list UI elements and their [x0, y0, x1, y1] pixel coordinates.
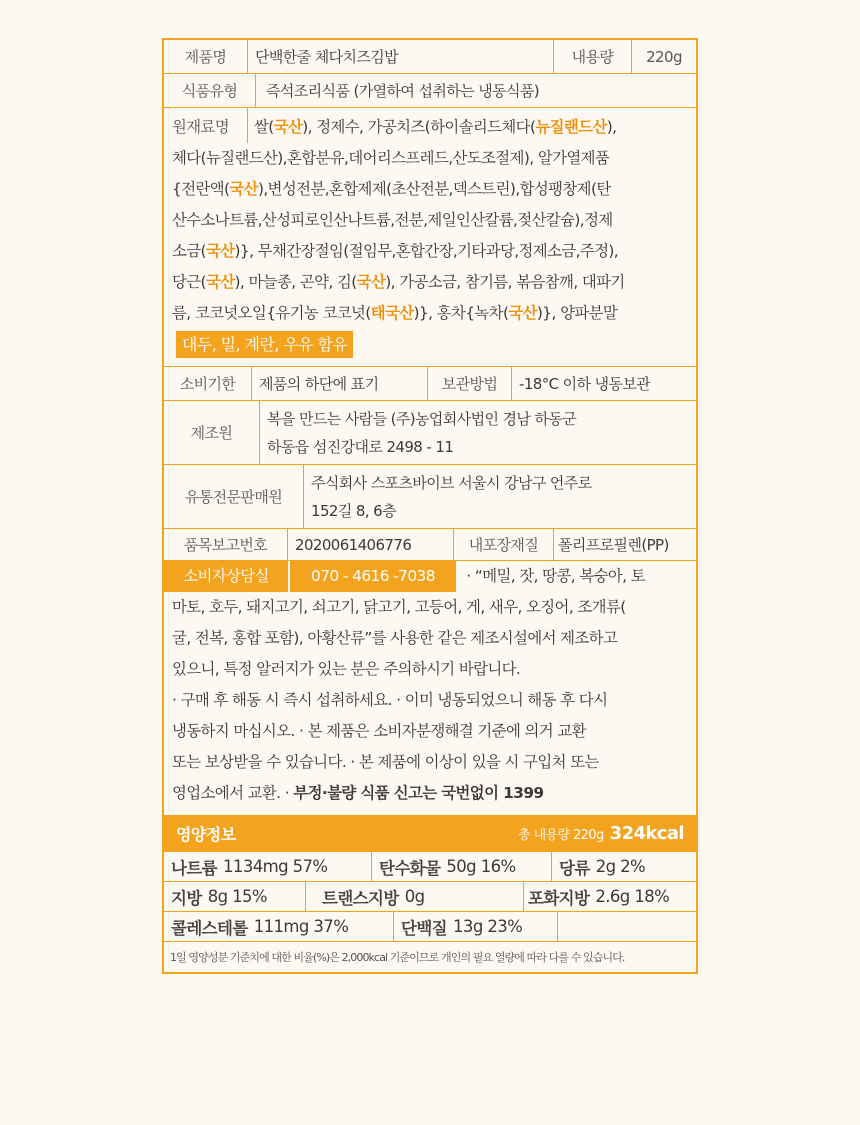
nutrition-total: 총 내용량 220g — [518, 828, 604, 843]
report-number-value: 2020061406776 — [288, 529, 454, 560]
distributor-address: 주식회사 스포츠바이브 서울시 강남구 언주로 152길 8, 6층 — [311, 473, 592, 520]
ingredients-text: 원재료명 쌀(국산), 정제수, 가공치즈(하이솔리드체다(뉴질랜드산), 체다(뉴질랜드산),혼합분유,데어리스프레드,산도조절제), 알가열제품 {전란액(국산),변성전분,혼합제제(초산전분,덱스트린),합성팽창제(탄 산수소나트륨,산성피로인산나트륨,전분,제일인산칼륨,젖산칼슘),정제 소금(국산)}, 무채간장절임(절임무,혼합간장,기타과당,정제소금,주정), 당근(국산), 마늘종, 곤약, 김(국산), 가공소금, 참기름, 볶음참깨, 대파기 름, 코코넛오일{유기농 코코넛(태국산)}, 홍차{녹차(국산)}, 양파분말 대두, 밀, 계란, 우유 함유 — [164, 108, 696, 366]
nutrition-empty-cell — [558, 912, 696, 941]
consumer-phone[interactable]: 070 - 4616 -7038 — [290, 561, 456, 592]
packaging-value: 폴리프로필렌(PP) — [558, 536, 669, 554]
nutrition-footnote: 1일 영양성분 기준치에 대한 비율(%)은 2,000kcal 기준이므로 개인의 필요 열량에 따라 다를 수 있습니다. — [170, 951, 625, 964]
report-row — [164, 529, 696, 561]
food-type-label: 식품유형 — [164, 74, 256, 107]
ingredients-label: 원재료명 — [164, 108, 248, 143]
packaging-label: 내포장재질 — [454, 529, 554, 560]
product-label — [162, 38, 698, 974]
volume-label: 내용량 — [554, 40, 632, 73]
expiry-value: 제품의 하단에 표기 — [252, 367, 428, 400]
nutrition-row — [164, 882, 696, 912]
nutrient-cholesterol: 콜레스테롤 111mg 37% — [164, 912, 394, 941]
allergy-badge: 대두, 밀, 계란, 우유 함유 — [176, 331, 353, 358]
nutrition-row — [164, 912, 696, 942]
maker-label: 제조원 — [164, 401, 260, 464]
distributor-label: 유통전문판매원 — [164, 465, 304, 528]
product-name-row — [164, 40, 696, 74]
maker-address: 복을 만드는 사람들 (주)농업회사법인 경남 하동군 하동읍 섬진강대로 2498 - 11 — [267, 409, 577, 456]
food-type-row — [164, 74, 696, 108]
product-name-value: 단백한줄 체다치즈김밥 — [248, 40, 554, 73]
maker-row — [164, 401, 696, 465]
nutrient-protein: 단백질 13g 23% — [394, 912, 558, 941]
expiry-label: 소비기한 — [164, 367, 252, 400]
distributor-row — [164, 465, 696, 529]
report-hotline: 부정·불량 식품 신고는 국번없이 1399 — [293, 784, 544, 802]
nutrient-carbs: 탄수화물 50g 16% — [372, 852, 552, 881]
consumer-center-label: 소비자상담실 — [164, 561, 288, 592]
nutrient-sodium: 나트륨 1134mg 57% — [164, 852, 372, 881]
ingredients-row — [164, 108, 696, 367]
nutrition-row — [164, 852, 696, 882]
nutrition-header — [164, 816, 696, 852]
volume-value: 220g — [646, 47, 682, 66]
product-name-label: 제품명 — [164, 40, 248, 73]
storage-method-value: -18°C 이하 냉동보관 — [519, 375, 651, 393]
nutrient-saturated-fat: 포화지방 2.6g 18% — [528, 887, 670, 908]
nutrient-fat: 지방 8g 15% — [164, 882, 306, 911]
food-type-value: 즉석조리식품 (가열하여 섭취하는 냉동식품) — [266, 82, 540, 100]
storage-row — [164, 367, 696, 401]
consumer-row — [164, 561, 696, 816]
consumer-notice: 소비자상담실 070 - 4616 -7038 · “메밀, 잣, 땅콩, 복숭아, 토 마토, 호두, 돼지고기, 쇠고기, 닭고기, 고등어, 게, 새우, 오징어, 조개류( 굴, 전복, 홍합 포함), 아황산류”를 사용한 같은 제조시설에서 제조하고 있으니, 특정 알러지가 있는 분은 주의하시기 바랍니다. · 구매 후 해동 시 즉시 섭취하세요. · 이미 냉동되었으니 해동 후 다시 냉동하지 마십시오. · 본 제품은 소비자분쟁해결 기준에 의거 교환 또는 보상받을 수 있습니다. · 본 제품에 이상이 있을 시 구입처 또는 영업소에서 교환. · 부정·불량 식품 신고는 국번없이 1399 — [164, 561, 696, 815]
storage-method-label: 보관방법 — [428, 367, 512, 400]
report-number-label: 품목보고번호 — [164, 529, 288, 560]
nutrient-trans-fat: 트랜스지방 0g — [306, 882, 524, 911]
nutrition-title: 영양정보 — [176, 825, 236, 844]
nutrition-kcal: 324kcal — [609, 823, 684, 844]
nutrient-sugars: 당류 2g 2% — [559, 857, 646, 878]
